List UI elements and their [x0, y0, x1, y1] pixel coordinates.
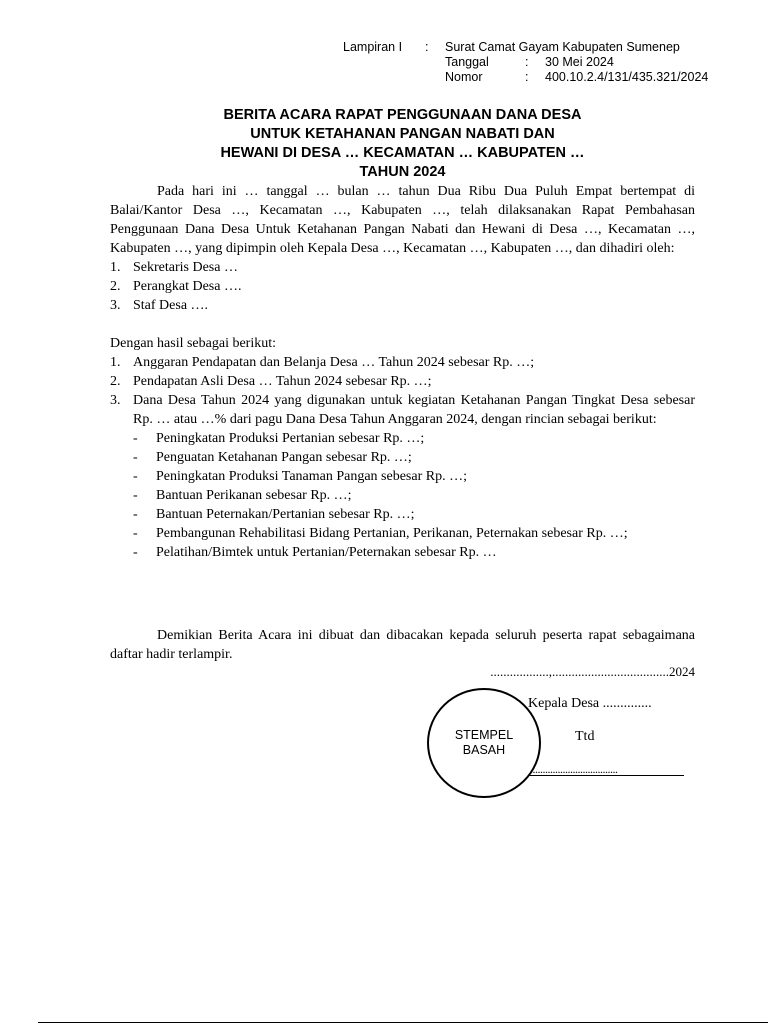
list-text: Perangkat Desa …. — [133, 279, 242, 294]
stamp-circle — [427, 688, 541, 798]
attachment-header — [343, 40, 708, 85]
detail-text: Bantuan Perikanan sebesar Rp. …; — [156, 488, 352, 503]
number-value: 400.10.2.4/131/435.321/2024 — [545, 70, 709, 84]
detail-item — [133, 505, 695, 524]
detail-list — [110, 429, 695, 562]
list-number: 1. — [110, 355, 121, 370]
list-item — [110, 391, 695, 429]
detail-item — [133, 448, 695, 467]
number-sep: : — [525, 70, 529, 84]
date-row — [343, 55, 708, 70]
list-number: 2. — [110, 279, 121, 294]
spacer — [110, 315, 695, 334]
list-item — [110, 296, 695, 315]
date-label: Tanggal — [445, 55, 489, 69]
signature-ttd: Ttd — [575, 729, 595, 744]
closing-paragraph: Demikian Berita Acara ini dibuat dan dibacakan kepada seluruh peserta rapat sebagaimana daftar hadir terlampir. — [110, 628, 695, 662]
signature-line — [528, 775, 684, 776]
detail-item — [133, 543, 695, 562]
detail-item — [133, 486, 695, 505]
signature-date: ..................,....................................2024 — [490, 664, 695, 679]
detail-item — [133, 429, 695, 448]
list-number: 3. — [110, 393, 121, 408]
title-line-1: BERITA ACARA RAPAT PENGGUNAAN DANA DESA — [223, 107, 582, 123]
list-item — [110, 277, 695, 296]
results-intro: Dengan hasil sebagai berikut: — [110, 336, 277, 351]
number-row — [343, 70, 708, 85]
list-number: 2. — [110, 374, 121, 389]
attachment-value: Surat Camat Gayam Kabupaten Sumenep — [445, 40, 680, 54]
detail-text: Peningkatan Produksi Tanaman Pangan sebesar Rp. …; — [156, 469, 467, 484]
date-value: 30 Mei 2024 — [545, 55, 614, 69]
detail-text: Penguatan Ketahanan Pangan sebesar Rp. …; — [156, 450, 412, 465]
list-text: Anggaran Pendapatan dan Belanja Desa … Tahun 2024 sebesar Rp. …; — [133, 355, 535, 370]
detail-item — [133, 524, 695, 543]
results-list — [110, 353, 695, 429]
attendee-list — [110, 258, 695, 315]
dash-marker: - — [133, 450, 138, 465]
list-number: 1. — [110, 260, 121, 275]
list-text: Dana Desa Tahun 2024 yang digunakan untuk kegiatan Ketahanan Pangan Tingkat Desa sebesar Rp. … atau …% dari pagu Dana Desa Tahun Anggaran 2024, dengan rincian sebagai berikut: — [133, 393, 695, 427]
list-text: Sekretaris Desa … — [133, 260, 238, 275]
detail-text: Pelatihan/Bimtek untuk Pertanian/Peternakan sebesar Rp. … — [156, 545, 497, 560]
list-text: Pendapatan Asli Desa … Tahun 2024 sebesar Rp. …; — [133, 374, 432, 389]
list-item — [110, 372, 695, 391]
attachment-sep: : — [425, 40, 429, 54]
stamp-text-line-1: STEMPEL — [454, 728, 514, 742]
signature-name-dots: ................................... — [530, 762, 618, 776]
dash-marker: - — [133, 526, 138, 541]
list-item — [110, 353, 695, 372]
attachment-label: Lampiran I — [343, 40, 403, 54]
dash-marker: - — [133, 545, 138, 560]
list-text: Staf Desa …. — [133, 298, 209, 313]
document-body — [110, 182, 695, 562]
title-line-4: TAHUN 2024 — [359, 164, 446, 180]
attachment-row — [343, 40, 708, 55]
stamp-text-line-2: BASAH — [462, 743, 506, 757]
detail-text: Bantuan Peternakan/Pertanian sebesar Rp. …; — [156, 507, 415, 522]
list-number: 3. — [110, 298, 121, 313]
dash-marker: - — [133, 469, 138, 484]
dash-marker: - — [133, 488, 138, 503]
list-item — [110, 258, 695, 277]
intro-paragraph: Pada hari ini … tanggal … bulan … tahun Dua Ribu Dua Puluh Empat bertempat di Balai/Kantor Desa …, Kecamatan …, Kabupaten …, telah dilaksanakan Rapat Pembahasan Penggunaan Dana Desa Untuk Ketahanan Pangan Nabati dan Hewani di Desa …, Kecamatan …, Kabupaten …, yang dipimpin oleh Kepala Desa …, Kecamatan …, Kabupaten …, dan dihadiri oleh: — [110, 184, 695, 256]
dash-marker: - — [133, 431, 138, 446]
page-bottom-rule — [38, 1022, 768, 1023]
date-sep: : — [525, 55, 529, 69]
document-title — [110, 106, 695, 182]
detail-text: Peningkatan Produksi Pertanian sebesar Rp. …; — [156, 431, 425, 446]
dash-marker: - — [133, 507, 138, 522]
title-line-2: UNTUK KETAHANAN PANGAN NABATI DAN — [250, 126, 555, 142]
title-line-3: HEWANI DI DESA … KECAMATAN … KABUPATEN … — [220, 145, 585, 161]
detail-item — [133, 467, 695, 486]
number-label: Nomor — [445, 70, 483, 84]
detail-text: Pembangunan Rehabilitasi Bidang Pertanian, Perikanan, Peternakan sebesar Rp. …; — [156, 526, 628, 541]
signature-position: Kepala Desa .............. — [528, 696, 652, 711]
